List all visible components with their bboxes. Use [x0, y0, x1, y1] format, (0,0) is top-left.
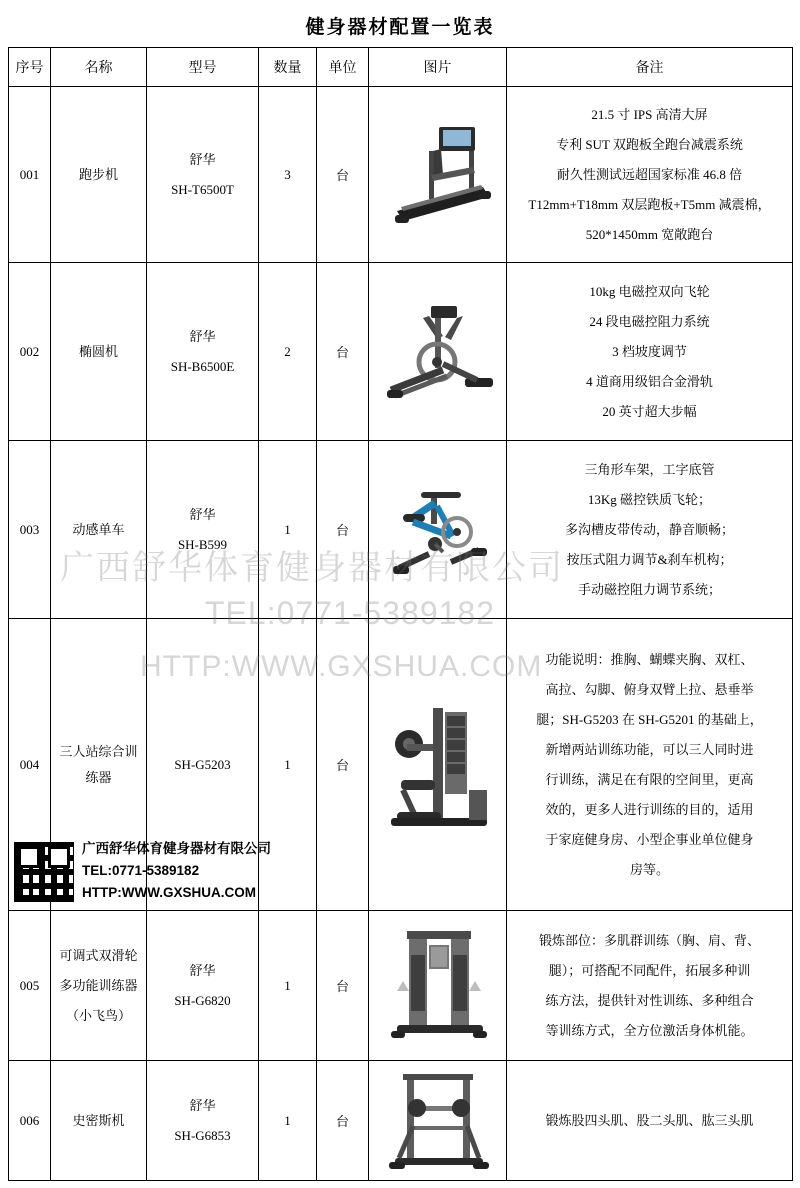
- cell-qty: 1: [259, 441, 317, 619]
- cell-model: [147, 263, 259, 441]
- note-line: 按压式阻力调节&刹车机构；: [566, 551, 733, 567]
- model-code: SH-B6500E: [170, 358, 235, 374]
- table-row: [9, 263, 793, 441]
- cell-unit: 台: [317, 911, 369, 1061]
- cell-unit: 台: [317, 441, 369, 619]
- multi-gym-image: [373, 690, 505, 840]
- note-line: 行训练，满足在有限的空间里，更高: [545, 771, 754, 787]
- note-line: 24 段电磁控阻力系统: [589, 313, 710, 329]
- note-line: 21.5 寸 IPS 高清大屏: [591, 106, 708, 122]
- cell-model: [147, 911, 259, 1061]
- cell-unit: 台: [317, 87, 369, 263]
- cell-no: 004: [9, 619, 51, 911]
- note-line: 高拉、勾脚、俯身双臂上拉、悬垂举: [545, 681, 754, 697]
- note-line: 腿）；可搭配不同配件，拓展多种训: [548, 962, 751, 978]
- model-brand: 舒华: [189, 506, 216, 522]
- cell-name: 动感单车: [51, 441, 147, 619]
- note-line: 20 英寸超大步幅: [602, 403, 697, 419]
- table-row: [9, 1061, 793, 1181]
- note-line: 13Kg 磁控铁质飞轮；: [587, 491, 712, 507]
- note-line: 3 档坡度调节: [612, 343, 687, 359]
- cell-qty: 1: [259, 911, 317, 1061]
- cell-name: 跑步机: [51, 87, 147, 263]
- note-line: 练方法，提供针对性训练、多种组合: [545, 992, 754, 1008]
- watermark-site: HTTP:WWW.GXSHUA.COM: [140, 650, 543, 683]
- note-line: 10kg 电磁控双向飞轮: [589, 283, 710, 299]
- note-line: T12mm+T18mm 双层跑板+T5mm 减震棉，: [528, 196, 771, 212]
- cell-model: [147, 1061, 259, 1181]
- header-notes: 备注: [507, 48, 793, 87]
- note-line: 4 道商用级铝合金滑轨: [586, 373, 713, 389]
- note-line: 专利 SUT 双跑板全跑台减震系统: [556, 136, 743, 152]
- header-unit: 单位: [317, 48, 369, 87]
- note-line: 房等。: [629, 861, 669, 877]
- cell-notes: [507, 911, 793, 1061]
- note-line: 手动磁控阻力调节系统；: [577, 581, 721, 597]
- stamp-company: 广西舒华体育健身器材有限公司: [82, 841, 271, 856]
- table-row: [9, 911, 793, 1061]
- watermark-tel: TEL:0771-5389182: [205, 595, 495, 631]
- header-name: 名称: [51, 48, 147, 87]
- note-line: 三角形车架，工字底管: [584, 461, 715, 477]
- cell-no: 001: [9, 87, 51, 263]
- cell-name: 椭圆机: [51, 263, 147, 441]
- model-brand: 舒华: [189, 962, 216, 978]
- qr-code-icon: [14, 842, 74, 902]
- table-row: [9, 87, 793, 263]
- note-line: 耐久性测试远超国家标准 46.8 倍: [556, 166, 743, 182]
- cell-no: 005: [9, 911, 51, 1061]
- table-header-row: [9, 48, 793, 87]
- header-no: 序号: [9, 48, 51, 87]
- treadmill-image: [373, 115, 505, 235]
- cell-notes: [507, 1061, 793, 1181]
- header-model: 型号: [147, 48, 259, 87]
- model-code: SH-G6820: [174, 992, 231, 1008]
- model-code: SH-G5203: [174, 756, 231, 772]
- model-code: SH-T6500T: [171, 181, 234, 197]
- spinning-bike-image: [373, 470, 505, 590]
- cell-qty: 2: [259, 263, 317, 441]
- note-line: 效的，更多人进行训练的目的，适用: [545, 801, 754, 817]
- cell-notes: [507, 441, 793, 619]
- cell-qty: 1: [259, 1061, 317, 1181]
- elliptical-image: [373, 292, 505, 412]
- cell-model: [147, 441, 259, 619]
- note-line: 新增两站训练功能，可以三人同时进: [545, 741, 754, 757]
- cell-no: 002: [9, 263, 51, 441]
- cell-image: [369, 87, 507, 263]
- cell-name: 三人站综合训练器: [51, 619, 147, 911]
- cell-image: [369, 911, 507, 1061]
- cable-crossover-image: [373, 921, 505, 1051]
- header-image: 图片: [369, 48, 507, 87]
- cell-notes: [507, 87, 793, 263]
- cell-image: [369, 619, 507, 911]
- cell-no: 003: [9, 441, 51, 619]
- note-line: 腿；SH-G5203 在 SH-G5201 的基础上，: [536, 711, 763, 727]
- cell-name: 史密斯机: [51, 1061, 147, 1181]
- header-qty: 数量: [259, 48, 317, 87]
- model-brand: 舒华: [189, 151, 216, 167]
- note-line: 多沟槽皮带传动，静音顺畅；: [564, 521, 734, 537]
- cell-unit: 台: [317, 1061, 369, 1181]
- watermark-company: 广西舒华体育健身器材有限公司: [60, 549, 564, 587]
- cell-notes: [507, 619, 793, 911]
- cell-no: 006: [9, 1061, 51, 1181]
- cell-image: [369, 1061, 507, 1181]
- cell-unit: 台: [317, 263, 369, 441]
- cell-qty: 1: [259, 619, 317, 911]
- smith-machine-image: [373, 1066, 505, 1176]
- cell-unit: 台: [317, 619, 369, 911]
- note-line: 等训练方式，全方位激活身体机能。: [545, 1022, 754, 1038]
- model-brand: 舒华: [189, 1097, 216, 1113]
- model-code: SH-G6853: [174, 1127, 231, 1143]
- note-line: 520*1450mm 宽敞跑台: [585, 226, 714, 242]
- cell-image: [369, 263, 507, 441]
- page-title: 健身器材配置一览表: [305, 17, 495, 38]
- model-brand: 舒华: [189, 328, 216, 344]
- note-line: 功能说明：推胸、蝴蝶夹胸、双杠、: [545, 651, 754, 667]
- company-stamp: [14, 838, 334, 920]
- stamp-site: HTTP:WWW.GXSHUA.COM: [82, 885, 256, 900]
- note-line: 锻炼部位：多肌群训练（胸、肩、背、: [538, 932, 760, 948]
- table-row: [9, 441, 793, 619]
- model-code: SH-B599: [177, 536, 228, 552]
- stamp-text-block: [82, 838, 271, 904]
- equipment-table: [8, 47, 793, 1181]
- note-line: 锻炼股四头肌、股二头肌、肱三头肌: [545, 1112, 754, 1128]
- cell-image: [369, 441, 507, 619]
- cell-model: [147, 87, 259, 263]
- cell-notes: [507, 263, 793, 441]
- cell-qty: 3: [259, 87, 317, 263]
- cell-name: 可调式双滑轮多功能训练器（小飞鸟）: [51, 911, 147, 1061]
- stamp-tel: TEL:0771-5389182: [82, 863, 200, 878]
- note-line: 于家庭健身房、小型企事业单位健身: [545, 831, 754, 847]
